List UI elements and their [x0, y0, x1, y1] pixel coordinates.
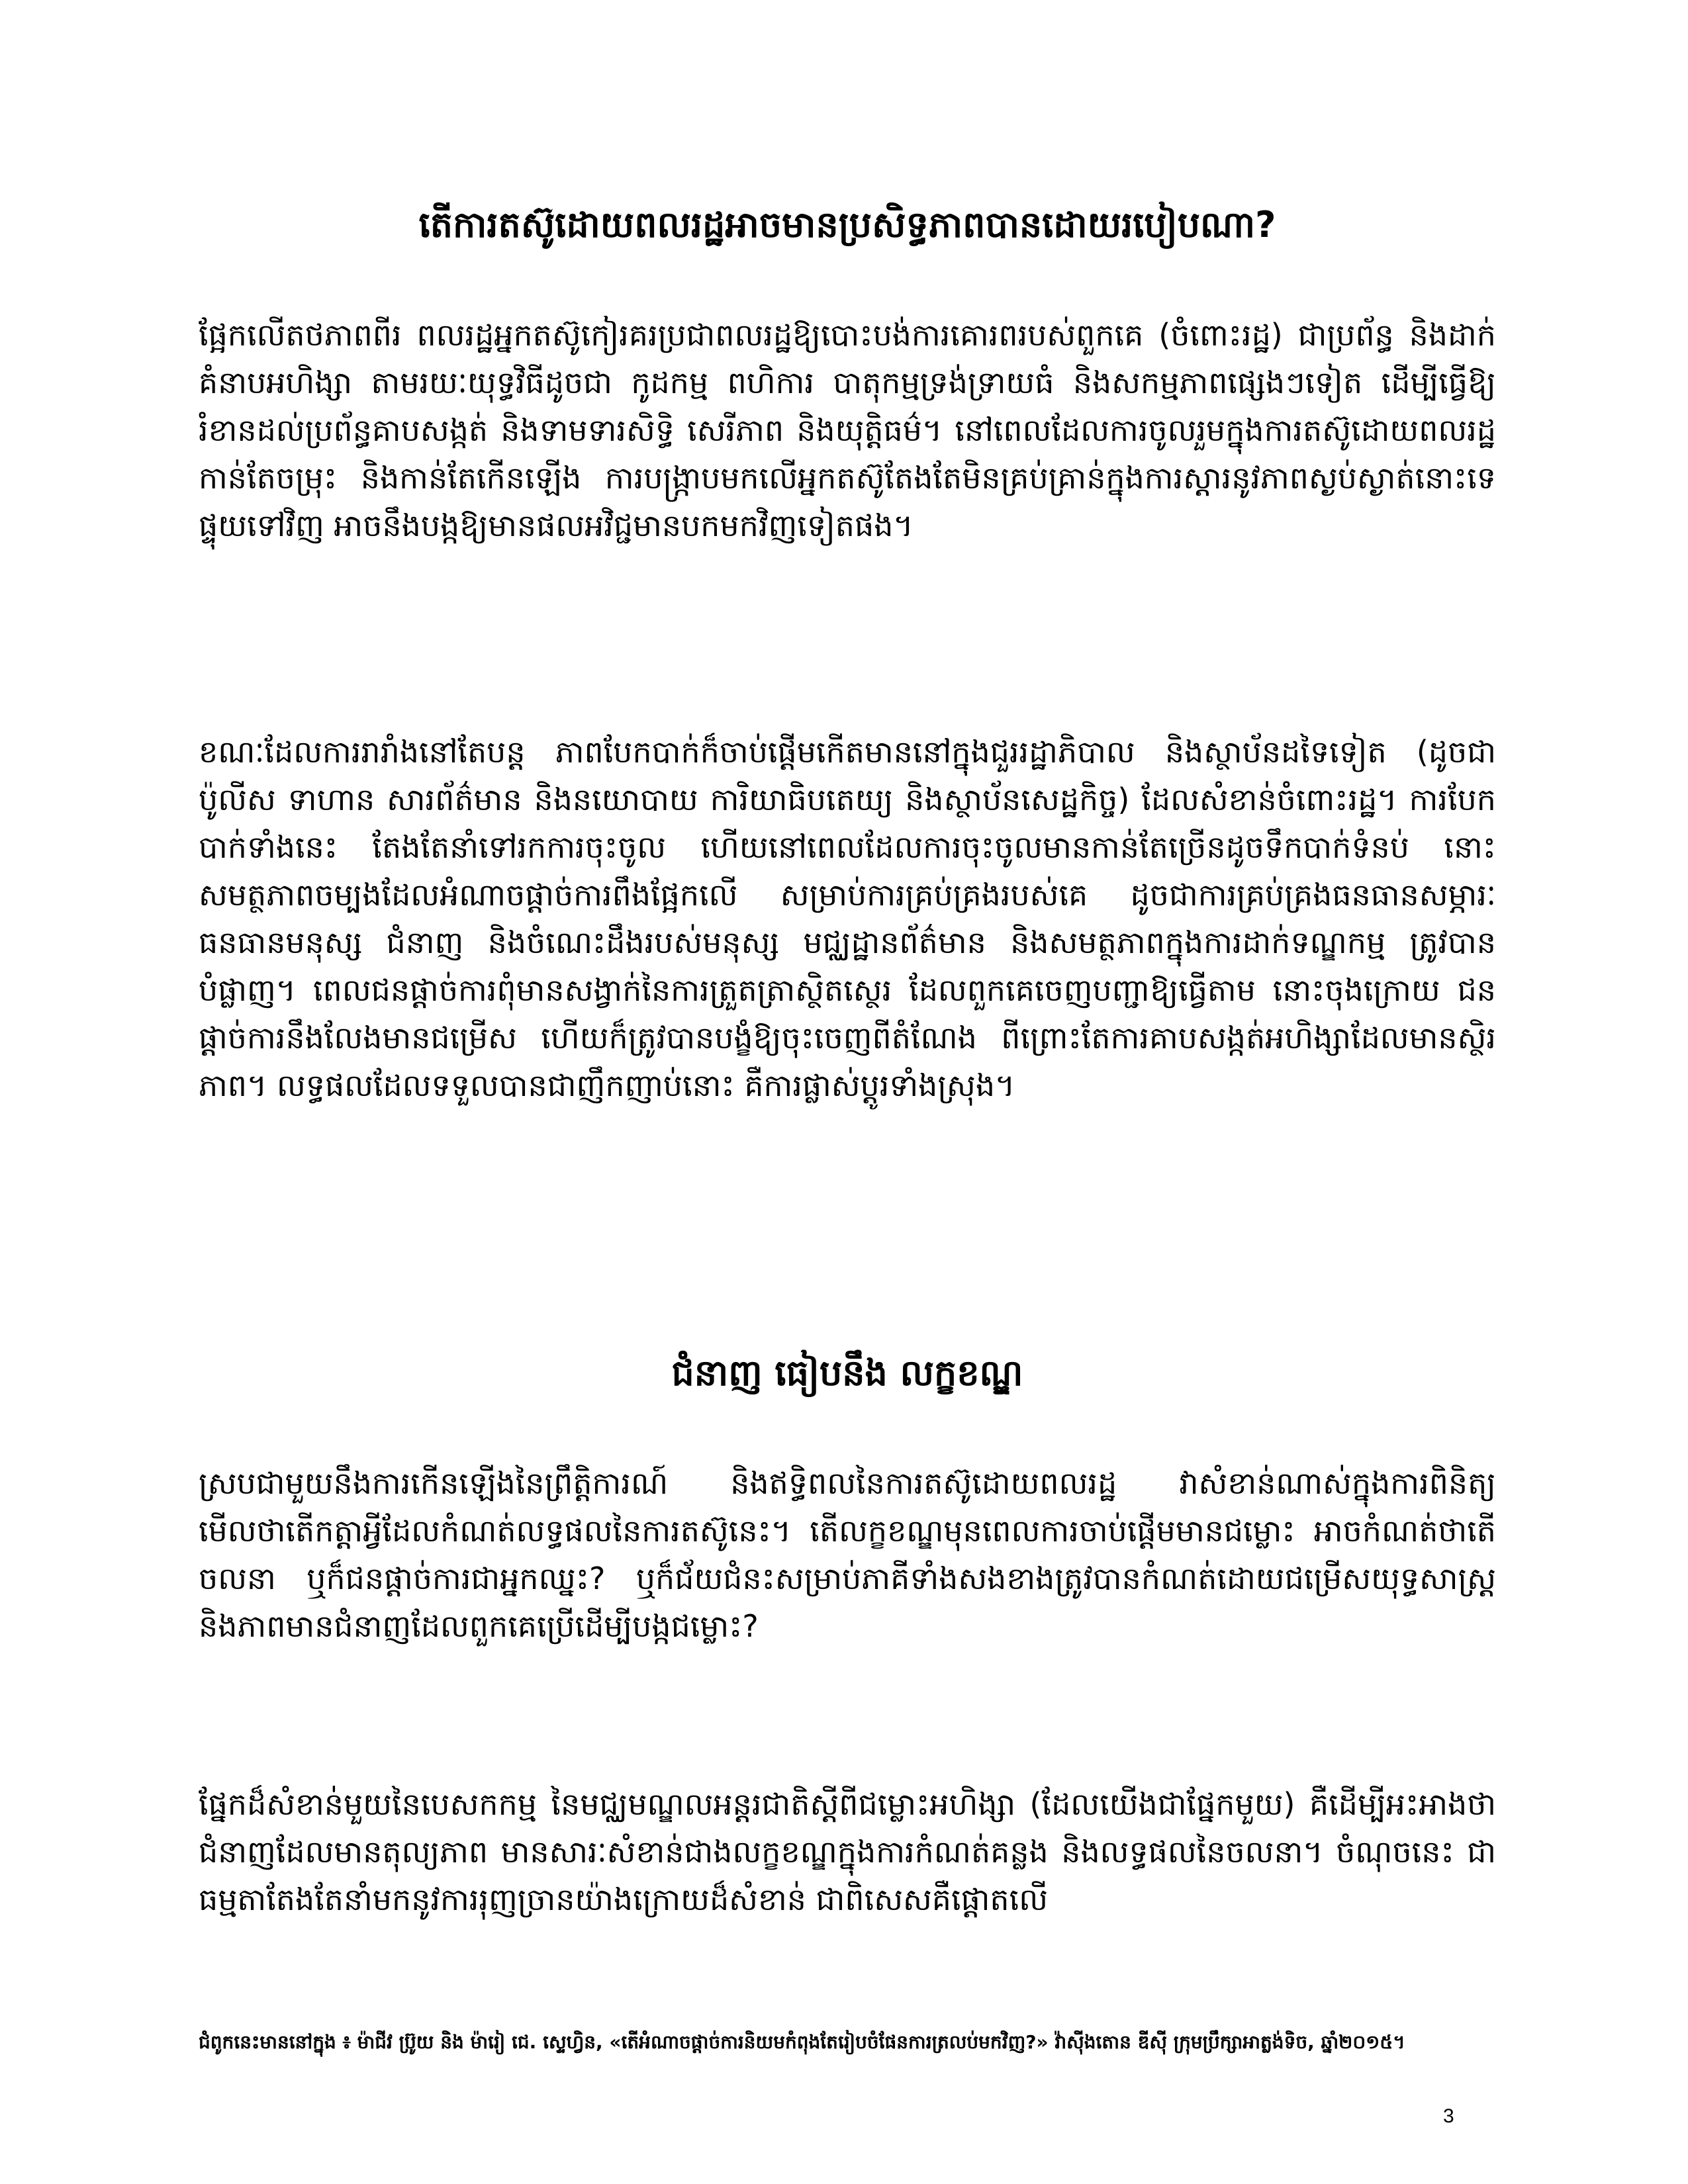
body-paragraph: ស្របជាមួយនឹងការកើនឡើងនៃព្រឹត្តិការណ៍ និងឥទ្ធិពលនៃការតស៊ូដោយពលរដ្ឋ វាសំខាន់ណាស់ក្នុងការពិនិត្យមើលថាតើកត្តាអ្វីដែលកំណត់លទ្ធផលនៃការតស៊ូនេះ។ តើលក្ខខណ្ឌមុនពេលការចាប់ផ្ដើមមានជម្លោះ អាចកំណត់ថាតើចលនា ឬក៏ជនផ្ដាច់ការជាអ្នកឈ្នះ? ឬក៏ជ័យជំនះសម្រាប់ភាគីទាំងសងខាងត្រូវបានកំណត់ដោយជម្រើសយុទ្ធសាស្ត្រ និងភាពមានជំនាញដែលពួកគេប្រើដើម្បីបង្កជម្លោះ? [199, 1465, 1496, 1644]
section-heading: តើការតស៊ូដោយពលរដ្ឋអាចមានប្រសិទ្ធភាពបានដោយរបៀបណា? [418, 204, 1276, 246]
page-number: 3 [1443, 2105, 1454, 2127]
body-paragraph: ខណៈដែលការរារាំងនៅតែបន្ត ភាពបែកបាក់ក៏ចាប់ផ្ដើមកើតមាននៅក្នុងជួររដ្ឋាភិបាល និងស្ថាប័នដទៃទៀត (ដូចជា ប៉ូលីស ទាហាន សារព័ត៌មាន និងនយោបាយ ការិយាធិបតេយ្យ និងស្ថាប័នសេដ្ឋកិច្ច) ដែលសំខាន់ចំពោះរដ្ឋ។ ការបែកបាក់ទាំងនេះ តែងតែនាំទៅរកការចុះចូល ហើយនៅពេលដែលការចុះចូលមានកាន់តែច្រើនដូចទឹកបាក់ទំនប់ នោះសមត្ថភាពចម្បងដែលអំណាចផ្ដាច់ការពឹងផ្អែកលើ សម្រាប់ការគ្រប់គ្រងរបស់គេ ដូចជាការគ្រប់គ្រងធនធានសម្ភារៈ ធនធានមនុស្ស ជំនាញ និងចំណេះដឹងរបស់មនុស្ស មជ្ឈដ្ឋានព័ត៌មាន និងសមត្ថភាពក្នុងការដាក់ទណ្ឌកម្ម ត្រូវបានបំផ្លាញ។ ពេលជនផ្ដាច់ការពុំមានសង្វាក់នៃការត្រួតត្រាស្ថិតស្ថេរ ដែលពួកគេចេញបញ្ជាឱ្យធ្វើតាម នោះចុងក្រោយ ជនផ្ដាច់ការនឹងលែងមានជម្រើស ហើយក៏ត្រូវបានបង្ខំឱ្យចុះចេញពីតំណែង ពីព្រោះតែការគាបសង្កត់អហិង្សាដែលមានស្ថិរភាព។ លទ្ធផលដែលទទួលបានជាញឹកញាប់នោះ គឺការផ្លាស់ប្ដូរទាំងស្រុង។ [199, 734, 1496, 1103]
body-paragraph: ផ្អែកលើតថភាពពីរ ពលរដ្ឋអ្នកតស៊ូកៀរគរប្រជាពលរដ្ឋឱ្យបោះបង់ការគោរពរបស់ពួកគេ (ចំពោះរដ្ឋ) ជាប្រព័ន្ធ និងដាក់គំនាបអហិង្សា តាមរយៈយុទ្ធវិធីដូចជា កូដកម្ម ពហិការ បាតុកម្មទ្រង់ទ្រាយធំ និងសកម្មភាពផ្សេងៗទៀត ដើម្បីធ្វើឱ្យរំខានដល់ប្រព័ន្ធគាបសង្កត់ និងទាមទារសិទ្ធិ សេរីភាព និងយុត្តិធម៌។ នៅពេលដែលការចូលរួមក្នុងការតស៊ូដោយពលរដ្ឋកាន់តែចម្រុះ និងកាន់តែកើនឡើង ការបង្ក្រាបមកលើអ្នកតស៊ូតែងតែមិនគ្រប់គ្រាន់ក្នុងការស្ដារនូវភាពស្ងប់ស្ងាត់នោះទេ ផ្ទុយទៅវិញ អាចនឹងបង្កឱ្យមានផលអវិជ្ជមានបកមកវិញទៀតផង។ [199, 317, 1496, 543]
body-paragraph: ផ្នែកដ៏សំខាន់មួយនៃបេសកកម្ម នៃមជ្ឈមណ្ឌលអន្តរជាតិស្ដីពីជម្លោះអហិង្សា (ដែលយើងជាផ្នែកមួយ) គឺដើម្បីអះអាងថាជំនាញដែលមានតុល្យភាព មានសារៈសំខាន់ជាងលក្ខខណ្ឌក្នុងការកំណត់គន្លង និងលទ្ធផលនៃចលនា។ ចំណុចនេះ ជាធម្មតាតែងតែនាំមកនូវការរុញច្រានយ៉ាងក្រោយដ៏សំខាន់ ជាពិសេសគឺផ្ដោតលើ [199, 1786, 1496, 1917]
document-page [199, 0, 1496, 2184]
footnote: ជំពូកនេះមាននៅក្នុង ៖ ម៉ាជីវ ប៊្រូយ និង ម៉ារៀ ជេ. ស្ទេហ្វិន, «តើអំណាចផ្ដាច់ការនិយមកំពុងតែរៀបចំផែនការត្រលប់មកវិញ?» វ៉ាស៊ីងតោន ឌីស៊ី ក្រុមប្រឹក្សាអាត្លង់ទិច, ឆ្នាំ២០១៥។ [199, 2031, 1405, 2053]
section-heading: ជំនាញ ធៀបនឹង លក្ខខណ្ឌ [671, 1352, 1023, 1394]
